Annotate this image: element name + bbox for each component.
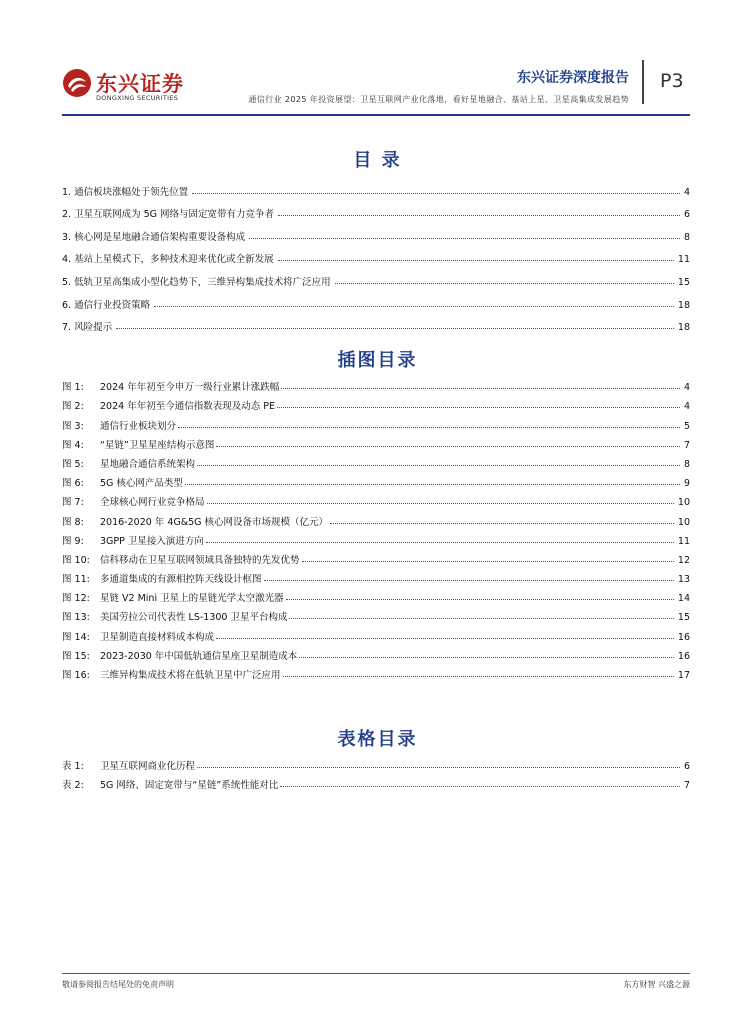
toc-leader-dots: [197, 465, 680, 466]
figure-entry-label: 信科移动在卫星互联网领域具备独特的先发优势: [100, 554, 300, 566]
figures-title: 插图目录: [337, 350, 418, 371]
figure-entry[interactable]: [62, 451, 690, 470]
figure-entry[interactable]: [62, 528, 690, 547]
toc-entry[interactable]: [62, 198, 690, 221]
figure-entry[interactable]: [62, 489, 690, 508]
toc-entry[interactable]: [62, 243, 690, 266]
figure-entry-page: 11: [677, 535, 690, 547]
toc-entry-label: 6. 通信行业投资策略: [62, 299, 151, 311]
figure-entry-page: 4: [683, 382, 690, 394]
figure-entry-page: 5: [683, 420, 690, 432]
toc-leader-dots: [335, 283, 674, 284]
figure-entry-number: 图 5:: [62, 458, 84, 470]
toc-leader-dots: [249, 238, 680, 239]
figure-entry-number: 图 7:: [62, 497, 84, 509]
toc-entry-label: 3. 核心网是星地融合通信架构重要设备构成: [62, 231, 246, 243]
figure-entry[interactable]: [62, 643, 690, 662]
toc-entry-label: 7. 风险提示: [62, 322, 113, 334]
toc-list: [62, 175, 690, 333]
table-entry-number: 表 2:: [62, 780, 84, 792]
toc-entry[interactable]: [62, 311, 690, 334]
table-entry-label: 卫星互联网商业化历程: [100, 761, 196, 773]
toc-entry[interactable]: [62, 175, 690, 198]
page-header: [0, 0, 755, 120]
figure-entry-number: 图 9:: [62, 535, 84, 547]
figure-entry-label: 多通道集成的有源相控阵天线设计框图: [100, 574, 262, 586]
figure-entry-number: 图 3:: [62, 420, 84, 432]
figure-entry-label: “星链”卫星星座结构示意图: [100, 439, 215, 451]
toc-leader-dots: [216, 638, 674, 639]
toc-leader-dots: [278, 260, 674, 261]
logo-mark-icon: [62, 68, 92, 98]
figure-entry-label: 星链 V2 Mini 卫星上的星链光学太空激光器: [100, 593, 284, 605]
toc-leader-dots: [299, 657, 674, 658]
figure-entry-number: 图 14:: [62, 631, 90, 643]
figure-entry[interactable]: [62, 393, 690, 412]
footer-disclaimer: 敬请参阅报告结尾处的免责声明: [62, 980, 174, 989]
figure-entry-label: 2023-2030 年中国低轨通信星座卫星制造成本: [100, 650, 298, 662]
figure-entry-page: 7: [683, 439, 690, 451]
figure-entry-label: 美国劳拉公司代表性 LS-1300 卫星平台构成: [100, 612, 288, 624]
figure-entry-label: 卫星制造直接材料成本构成: [100, 631, 215, 643]
toc-entry[interactable]: [62, 265, 690, 288]
figure-entry-page: 10: [677, 516, 690, 528]
toc-leader-dots: [283, 676, 674, 677]
figure-entry-label: 5G 核心网产品类型: [100, 478, 183, 490]
figure-entry[interactable]: [62, 662, 690, 681]
toc-leader-dots: [207, 503, 674, 504]
figure-entry-number: 图 2:: [62, 401, 84, 413]
footer-slogan: 东方财智 兴盛之源: [623, 980, 690, 989]
figure-entry-number: 图 11:: [62, 574, 90, 586]
toc-leader-dots: [116, 328, 674, 329]
figure-entry-number: 图 10:: [62, 554, 90, 566]
figure-entry-label: 全球核心网行业竞争格局: [100, 497, 205, 509]
table-entry[interactable]: [62, 753, 690, 772]
figure-entry-label: 3GPP 卫星接入演进方向: [100, 535, 204, 547]
figure-entry-page: 10: [677, 497, 690, 509]
figure-entry-page: 12: [677, 554, 690, 566]
figure-entry-label: 2024 年年初至今申万一级行业累计涨跌幅: [100, 382, 280, 394]
toc-leader-dots: [185, 484, 680, 485]
figure-entry[interactable]: [62, 374, 690, 393]
figure-entry[interactable]: [62, 623, 690, 642]
figure-entry-page: 8: [683, 458, 690, 470]
logo-text-cn: 东兴证券: [96, 72, 184, 96]
toc-entry[interactable]: [62, 220, 690, 243]
toc-title: 目 录: [353, 150, 402, 171]
toc-leader-dots: [206, 542, 674, 543]
figure-entry-label: 三维异构集成技术将在低轨卫星中广泛应用: [100, 670, 281, 681]
table-entry-page: 7: [683, 780, 690, 792]
toc-entry-page: 18: [677, 299, 690, 311]
toc-entry-label: 4. 基站上星模式下，多种技术迎来优化或全新发展: [62, 254, 274, 266]
toc-leader-dots: [280, 786, 680, 787]
figure-entry-number: 图 4:: [62, 439, 84, 451]
toc-entry-label: 5. 低轨卫星高集成小型化趋势下，三维异构集成技术将广泛应用: [62, 276, 331, 288]
toc-entry-label: 2. 卫星互联网成为 5G 网络与固定宽带有力竞争者: [62, 209, 275, 221]
figure-entry[interactable]: [62, 470, 690, 489]
toc-leader-dots: [281, 388, 680, 389]
toc-entry-page: 15: [677, 276, 690, 288]
tables-title: 表格目录: [337, 729, 418, 750]
report-brand-title: 东兴证券深度报告: [517, 70, 629, 86]
toc-entry-page: 11: [677, 254, 690, 266]
figure-entry-number: 图 1:: [62, 382, 84, 394]
table-entry-number: 表 1:: [62, 761, 84, 773]
figure-entry-label: 2016-2020 年 4G&5G 核心网设备市场规模（亿元）: [100, 516, 329, 528]
toc-entry-page: 6: [683, 209, 690, 221]
figure-entry-label: 星地融合通信系统架构: [100, 458, 196, 470]
figure-entry-page: 16: [677, 631, 690, 643]
figure-entry-page: 15: [677, 612, 690, 624]
toc-entry-page: 8: [683, 231, 690, 243]
figure-entry-page: 13: [677, 574, 690, 586]
figure-entry-number: 图 15:: [62, 650, 90, 662]
figure-entry-number: 图 12:: [62, 593, 90, 605]
header-divider: [642, 60, 644, 104]
header-rule: [62, 114, 690, 116]
figure-entry[interactable]: [62, 508, 690, 527]
figure-entry[interactable]: [62, 585, 690, 604]
figure-entry[interactable]: [62, 412, 690, 431]
toc-leader-dots: [277, 407, 680, 408]
toc-entry[interactable]: [62, 288, 690, 311]
toc-leader-dots: [302, 561, 674, 562]
figure-entry[interactable]: [62, 566, 690, 585]
toc-leader-dots: [197, 767, 680, 768]
figure-entry[interactable]: [62, 547, 690, 566]
figure-entry-label: 通信行业板块划分: [100, 420, 177, 432]
report-subtitle: 通信行业 2025 年投资展望：卫星互联网产业化落地，看好星地融合、基站上星、卫星高集成发展趋势: [248, 95, 629, 104]
toc-leader-dots: [278, 215, 680, 216]
figure-entry-label: 2024 年年初至今通信指数表现及动态 PE: [100, 401, 275, 413]
figure-entry[interactable]: [62, 604, 690, 623]
toc-entry-label: 1. 通信板块涨幅处于领先位置: [62, 186, 189, 198]
toc-leader-dots: [289, 618, 673, 619]
tables-list: [62, 753, 690, 791]
figure-entry-page: 14: [677, 593, 690, 605]
table-entry-page: 6: [683, 761, 690, 773]
logo-text-en: DONGXING SECURITIES: [96, 94, 179, 102]
toc-entry-page: 4: [683, 186, 690, 198]
figure-entry-number: 图 8:: [62, 516, 84, 528]
company-logo: [62, 66, 212, 106]
toc-leader-dots: [216, 446, 680, 447]
table-entry[interactable]: [62, 772, 690, 791]
toc-leader-dots: [178, 427, 680, 428]
footer-rule: [62, 973, 690, 974]
figure-entry-number: 图 16:: [62, 670, 90, 681]
toc-leader-dots: [330, 523, 674, 524]
figure-entry-number: 图 13:: [62, 612, 90, 624]
figure-entry[interactable]: [62, 432, 690, 451]
toc-leader-dots: [192, 193, 680, 194]
toc-leader-dots: [286, 599, 674, 600]
figure-entry-page: 9: [683, 478, 690, 490]
toc-leader-dots: [264, 580, 674, 581]
figure-entry-number: 图 6:: [62, 478, 84, 490]
table-entry-label: 5G 网络、固定宽带与“星链”系统性能对比: [100, 780, 279, 792]
figure-entry-page: 16: [677, 650, 690, 662]
figure-entry-page: 4: [683, 401, 690, 413]
figures-list: [62, 374, 690, 681]
page-number: P3: [660, 70, 684, 92]
toc-leader-dots: [154, 306, 674, 307]
figure-entry-page: 17: [677, 670, 690, 681]
toc-entry-page: 18: [677, 322, 690, 334]
